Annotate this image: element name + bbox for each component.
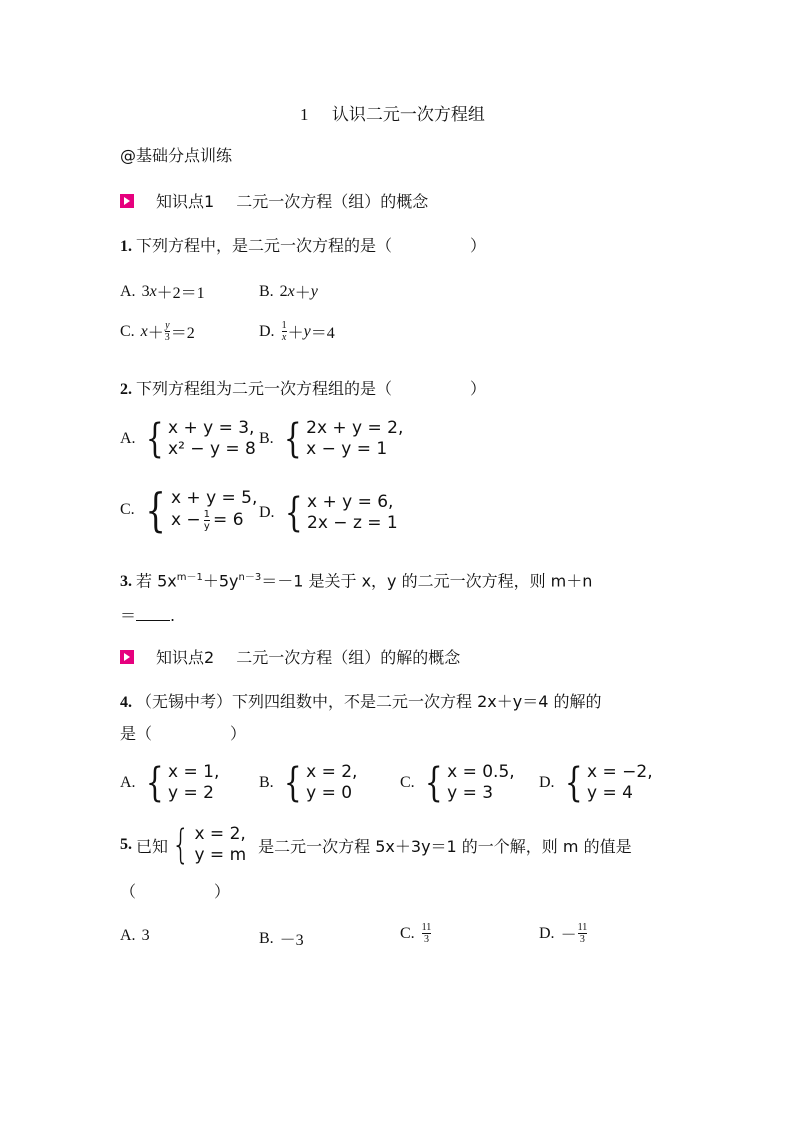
question-4-stem-cont: [120, 721, 246, 744]
q4-option-b[interactable]: [259, 762, 357, 804]
option-var: y: [310, 282, 318, 300]
equation-line: y = m: [194, 845, 247, 865]
question-text: 是二元一次方程 5x＋3y＝1 的一个解，则 m 的值是: [258, 836, 632, 856]
left-brace: {: [145, 416, 164, 462]
left-brace: {: [283, 416, 302, 462]
option-letter: D.: [259, 504, 275, 521]
option-var: y: [303, 322, 311, 340]
option-letter: A.: [120, 774, 136, 791]
option-var: x: [149, 282, 157, 300]
equation-line: x = 2,: [306, 762, 358, 782]
equation-system: [280, 762, 358, 804]
equation-system: [141, 483, 258, 537]
knowledge-point-text: 二元一次方程（组）的概念: [236, 192, 429, 211]
option-letter: B.: [259, 430, 274, 447]
fraction: [282, 320, 287, 343]
question-text: （无锡中考）下列四组数中，不是二元一次方程 2x＋y＝4 的解的: [136, 692, 602, 711]
question-3-answer-line: [120, 603, 175, 626]
equation-line: x = 0.5,: [447, 762, 515, 782]
q1-option-b[interactable]: [259, 280, 318, 303]
equation-line: x − y = 1: [306, 439, 388, 459]
option-part: 3: [141, 282, 150, 300]
option-var: x: [287, 282, 295, 300]
left-brace: {: [145, 760, 164, 806]
title-number: 1: [300, 105, 309, 124]
close-paren: ）: [470, 236, 487, 255]
exponent: n－3: [238, 572, 262, 583]
numerator: 11: [421, 922, 432, 933]
q5-option-d[interactable]: [539, 922, 588, 945]
equation-line: y = 4: [587, 783, 633, 803]
equation-line: y = 3: [447, 783, 494, 803]
question-2-stem: [120, 376, 486, 399]
equation-line: y = 2: [168, 783, 214, 803]
option-value: 3: [141, 927, 150, 944]
q5-option-a[interactable]: [120, 927, 150, 945]
left-brace: {: [284, 490, 303, 536]
question-number: 2.: [120, 381, 132, 398]
close-paren: ）: [470, 379, 487, 398]
q2-option-a[interactable]: [120, 418, 256, 460]
option-letter: B.: [259, 929, 274, 947]
denominator: 3: [579, 934, 585, 945]
option-part: ＝4: [310, 325, 335, 342]
fraction: [422, 922, 432, 945]
equation-line: 2x + y = 2,: [306, 418, 404, 438]
option-letter: A.: [120, 282, 136, 300]
left-brace: {: [564, 760, 583, 806]
question-5-stem: [120, 824, 632, 866]
equation-line: x² − y = 8: [168, 439, 256, 459]
knowledge-point-label: 知识点1: [156, 192, 215, 211]
knowledge-point-2: [120, 645, 460, 668]
period: .: [170, 606, 176, 625]
option-part: ＋2＝1: [156, 285, 205, 302]
question-number: 5.: [120, 836, 132, 853]
denominator: 3: [423, 934, 429, 945]
equation-system: [142, 762, 220, 804]
close-paren: ）: [214, 882, 231, 901]
denominator: x: [281, 332, 287, 343]
equation-system: [280, 418, 404, 460]
q4-option-d[interactable]: [539, 762, 653, 804]
option-letter: A.: [120, 927, 136, 944]
question-text: 若 5x: [136, 571, 177, 591]
exponent: m－1: [176, 572, 203, 583]
denominator: 3: [164, 332, 170, 343]
close-paren: ）: [230, 724, 247, 743]
option-part: ＋: [287, 325, 304, 342]
option-letter: C.: [400, 774, 415, 791]
question-text: 已知: [136, 836, 169, 856]
q4-option-c[interactable]: [400, 762, 515, 804]
option-letter: C.: [120, 322, 135, 340]
question-number: 3.: [120, 573, 132, 591]
equals-sign: ＝: [120, 606, 137, 625]
denominator: y: [203, 521, 210, 532]
q5-option-c[interactable]: [400, 922, 432, 945]
q1-option-a[interactable]: [120, 280, 205, 303]
numerator: 11: [577, 922, 588, 933]
numerator: 1: [203, 509, 211, 520]
q1-option-d[interactable]: [259, 320, 335, 343]
equation-system: [421, 762, 515, 804]
equation-line: x = 2,: [194, 824, 246, 844]
question-text: 下列方程中，是二元一次方程的是（: [136, 236, 393, 255]
equation-system: [142, 418, 256, 460]
equation-line: x + y = 6,: [307, 492, 394, 512]
option-letter: B.: [259, 774, 274, 791]
equation-part: x −: [170, 510, 201, 530]
option-var: x: [140, 322, 148, 340]
play-marker-icon: [120, 650, 134, 664]
option-letter: A.: [120, 430, 136, 447]
question-5-paren-line: [120, 879, 230, 902]
left-brace: {: [424, 760, 443, 806]
play-marker-icon: [120, 194, 134, 208]
option-part: 2: [279, 282, 288, 300]
question-text: ＝－1 是关于 x，y 的二元一次方程，则 m＋n: [261, 571, 593, 591]
equation-line: y = 0: [306, 783, 353, 803]
option-value: －3: [279, 932, 304, 949]
left-brace: {: [283, 760, 302, 806]
equation-system: [561, 762, 653, 804]
left-brace: {: [145, 483, 166, 537]
question-4-stem: [120, 689, 601, 712]
question-text: 下列方程组为二元一次方程组的是（: [136, 379, 393, 398]
equation-line: x = −2,: [587, 762, 653, 782]
option-letter: D.: [259, 322, 275, 340]
fraction: [165, 320, 170, 343]
knowledge-point-1: [120, 189, 428, 212]
question-number: 1.: [120, 238, 132, 255]
q4-option-a[interactable]: [120, 762, 219, 804]
option-part: ＝2: [170, 325, 195, 342]
option-part: ＋: [294, 285, 311, 302]
left-brace: {: [171, 822, 190, 868]
option-letter: C.: [120, 501, 135, 518]
equation-line: x = 1,: [168, 762, 220, 782]
q2-option-c[interactable]: [120, 483, 258, 537]
option-sign: －: [560, 927, 577, 944]
fraction: [204, 509, 210, 532]
knowledge-point-label: 知识点2: [156, 648, 215, 667]
option-part: ＋: [147, 325, 164, 342]
option-letter: D.: [539, 774, 555, 791]
question-text: ＋5y: [202, 571, 239, 591]
section-subtitle: @基础分点训练: [120, 146, 233, 165]
q1-option-c[interactable]: [120, 320, 195, 343]
fraction: [578, 922, 588, 945]
knowledge-point-text: 二元一次方程（组）的解的概念: [236, 648, 461, 667]
equation-line: [171, 509, 257, 532]
numerator: y: [165, 320, 170, 331]
equation-line: x + y = 5,: [170, 488, 258, 508]
question-3-stem: [120, 568, 592, 591]
page-title: [300, 100, 485, 125]
equation-system: [168, 824, 246, 866]
numerator: 1: [281, 320, 287, 331]
open-paren: （: [120, 882, 137, 901]
q2-option-b[interactable]: [259, 418, 403, 460]
answer-blank[interactable]: [136, 606, 170, 621]
question-number: 4.: [120, 694, 132, 711]
equation-part: = 6: [213, 510, 244, 530]
question-1-stem: [120, 233, 486, 256]
title-text: 认识二元一次方程组: [331, 105, 485, 125]
equation-system: [281, 492, 398, 534]
option-letter: B.: [259, 282, 274, 300]
equation-line: 2x − z = 1: [307, 513, 398, 533]
equation-line: x + y = 3,: [168, 418, 255, 438]
option-letter: D.: [539, 924, 555, 942]
question-text: 是（: [120, 724, 153, 743]
q5-option-b[interactable]: [259, 927, 304, 950]
option-letter: C.: [400, 924, 415, 942]
q2-option-d[interactable]: [259, 492, 398, 534]
